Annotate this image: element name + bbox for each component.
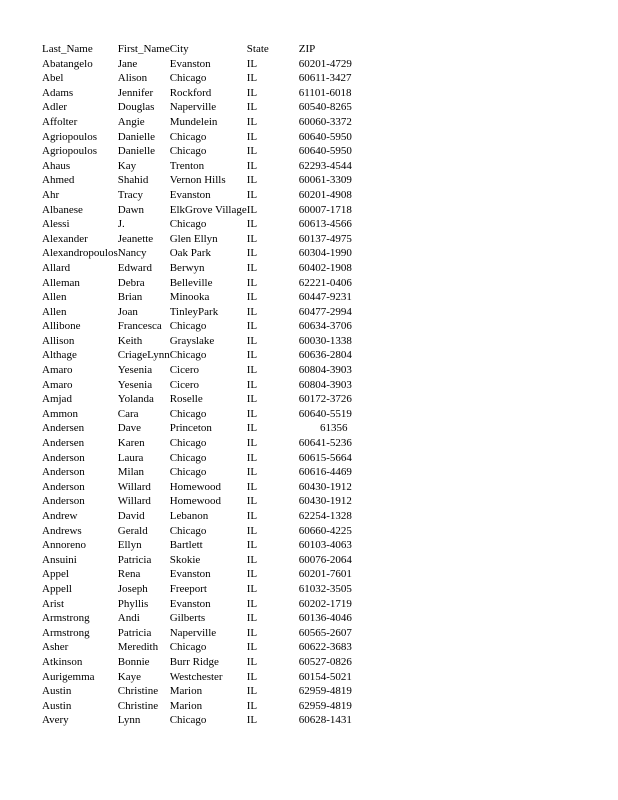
city-cell: Homewood	[169, 480, 222, 493]
last-name-cell: Anderson	[42, 495, 85, 508]
table-row	[42, 684, 369, 699]
first-name-cell: Angie	[117, 115, 145, 128]
table-row	[42, 582, 369, 597]
first-name-cell: Karen	[117, 437, 145, 450]
zip-cell: 60622-3683	[298, 641, 352, 654]
last-name-cell: Anderson	[42, 466, 85, 479]
zip-cell: 60201-4908	[298, 188, 352, 201]
zip-cell: 60616-4469	[298, 466, 352, 479]
state-cell: IL	[246, 685, 258, 698]
zip-cell: 60540-8265	[298, 101, 352, 114]
table-row	[42, 480, 369, 495]
state-cell: IL	[246, 364, 258, 377]
city-cell: Glen Ellyn	[169, 232, 218, 245]
state-cell: IL	[246, 247, 258, 260]
city-cell: Chicago	[169, 407, 207, 420]
last-name-cell: Appel	[42, 568, 69, 581]
header-cell-zip: ZIP	[298, 43, 316, 55]
table-row	[42, 553, 369, 568]
city-cell: Trenton	[169, 159, 205, 172]
last-name-cell: Althage	[42, 349, 77, 362]
state-cell: IL	[246, 72, 258, 85]
table-row	[42, 261, 369, 276]
state-cell: IL	[246, 539, 258, 552]
city-cell: Cicero	[169, 378, 200, 391]
zip-cell: 60076-2064	[298, 553, 352, 566]
zip-cell: 62254-1328	[298, 510, 352, 522]
city-cell: Evanston	[169, 597, 211, 610]
state-cell: IL	[246, 422, 258, 435]
last-name-cell: Atkinson	[42, 655, 83, 668]
state-cell: IL	[246, 305, 258, 318]
city-cell: Chicago	[169, 130, 207, 143]
zip-cell: 60201-4729	[298, 57, 352, 70]
zip-cell: 60640-5950	[298, 145, 352, 158]
zip-cell: 62293-4544	[298, 159, 352, 172]
contact-table	[42, 42, 369, 728]
state-cell: IL	[246, 510, 258, 522]
last-name-cell: Armstrong	[42, 612, 90, 625]
zip-cell: 60154-5021	[298, 670, 352, 683]
table-row	[42, 246, 369, 261]
last-name-cell: Allibone	[42, 320, 81, 333]
zip-cell: 60615-5664	[298, 451, 352, 464]
city-cell: TinleyPark	[169, 305, 219, 318]
state-cell: IL	[246, 699, 258, 712]
first-name-cell: Alison	[117, 72, 148, 85]
city-cell: Chicago	[169, 641, 207, 654]
state-cell: IL	[246, 101, 258, 114]
zip-cell: 60804-3903	[298, 364, 352, 377]
state-cell: IL	[246, 641, 258, 654]
state-cell: IL	[246, 320, 258, 333]
city-cell: Freeport	[169, 582, 207, 595]
last-name-cell: Affolter	[42, 115, 78, 128]
last-name-cell: Allison	[42, 334, 75, 347]
last-name-cell: Adams	[42, 86, 74, 99]
table-row	[42, 509, 369, 524]
table-row	[42, 348, 369, 363]
last-name-cell: Andersen	[42, 422, 85, 435]
table-row	[42, 451, 369, 466]
last-name-cell: Appell	[42, 582, 72, 595]
city-cell: Minooka	[169, 291, 210, 304]
last-name-cell: Agriopoulos	[42, 145, 97, 158]
header-cell-city: City	[169, 43, 189, 55]
last-name-cell: Ahr	[42, 188, 60, 201]
city-cell: Chicago	[169, 466, 207, 479]
zip-cell: 60007-1718	[298, 203, 352, 216]
last-name-cell: Allard	[42, 261, 71, 274]
zip-cell: 60304-1990	[298, 247, 352, 260]
state-cell: IL	[246, 393, 258, 406]
table-row	[42, 159, 369, 174]
first-name-cell: Gerald	[117, 524, 148, 537]
state-cell: IL	[246, 203, 258, 216]
state-cell: IL	[246, 276, 258, 289]
table-row	[42, 71, 369, 86]
table-row	[42, 130, 369, 145]
header-cell-last-name: Last_Name	[42, 43, 93, 55]
state-cell: IL	[246, 582, 258, 595]
table-row	[42, 655, 369, 670]
table-row	[42, 188, 369, 203]
table-body	[42, 57, 369, 728]
first-name-cell: Shahid	[117, 174, 149, 187]
zip-cell: 60172-3726	[298, 393, 352, 406]
table-row	[42, 640, 369, 655]
zip-cell: 60641-5236	[298, 437, 352, 450]
zip-cell: 62221-0406	[298, 276, 352, 289]
state-cell: IL	[246, 232, 258, 245]
city-cell: Vernon Hills	[169, 174, 226, 187]
first-name-cell: Edward	[117, 261, 152, 274]
last-name-cell: Allen	[42, 305, 67, 318]
last-name-cell: Armstrong	[42, 626, 90, 639]
city-cell: Princeton	[169, 422, 212, 435]
first-name-cell: Cara	[117, 407, 139, 420]
last-name-cell: Ahmed	[42, 174, 75, 187]
first-name-cell: Patricia	[117, 626, 152, 639]
city-cell: Grayslake	[169, 334, 215, 347]
zip-cell: 60634-3706	[298, 320, 352, 333]
zip-cell: 60613-4566	[298, 218, 352, 231]
state-cell: IL	[246, 218, 258, 231]
state-cell: IL	[246, 174, 258, 187]
table-row	[42, 626, 369, 641]
first-name-cell: Kay	[117, 159, 137, 172]
state-cell: IL	[246, 451, 258, 464]
state-cell: IL	[246, 115, 258, 128]
city-cell: Evanston	[169, 188, 211, 201]
city-cell: Gilberts	[169, 612, 206, 625]
state-cell: IL	[246, 261, 258, 274]
table-row	[42, 115, 369, 130]
first-name-cell: Debra	[117, 276, 145, 289]
first-name-cell: Joseph	[117, 582, 148, 595]
state-cell: IL	[246, 407, 258, 420]
first-name-cell: Francesca	[117, 320, 162, 333]
table-row	[42, 232, 369, 247]
city-cell: Chicago	[169, 349, 207, 362]
last-name-cell: Annoreno	[42, 539, 86, 552]
zip-cell: 60137-4975	[298, 232, 352, 245]
first-name-cell: Kaye	[117, 670, 141, 683]
city-cell: Chicago	[169, 437, 207, 450]
first-name-cell: Jane	[117, 57, 138, 70]
table-row	[42, 144, 369, 159]
table-row	[42, 100, 369, 115]
first-name-cell: Jennifer	[117, 86, 154, 99]
zip-cell: 60201-7601	[298, 568, 352, 581]
state-cell: IL	[246, 670, 258, 683]
first-name-cell: Willard	[117, 480, 151, 493]
city-cell: Evanston	[169, 568, 211, 581]
last-name-cell: Abatangelo	[42, 57, 93, 70]
last-name-cell: Amjad	[42, 393, 72, 406]
first-name-cell: Phyllis	[117, 597, 149, 610]
last-name-cell: Alessi	[42, 218, 70, 231]
city-cell: Chicago	[169, 451, 207, 464]
last-name-cell: Adler	[42, 101, 68, 114]
last-name-cell: Amaro	[42, 364, 73, 377]
first-name-cell: Yolanda	[117, 393, 154, 406]
city-cell: ElkGrove Village	[169, 203, 247, 216]
first-name-cell: Patricia	[117, 553, 152, 566]
table-row	[42, 538, 369, 553]
last-name-cell: Alleman	[42, 276, 80, 289]
first-name-cell: Laura	[117, 451, 144, 464]
first-name-cell: Rena	[117, 568, 141, 581]
first-name-cell: Brian	[117, 291, 143, 304]
city-cell: Westchester	[169, 670, 223, 683]
zip-cell: 60030-1338	[298, 334, 352, 347]
zip-cell: 60477-2994	[298, 305, 352, 318]
zip-cell: 60402-1908	[298, 261, 352, 274]
table-row	[42, 699, 369, 714]
state-cell: IL	[246, 159, 258, 172]
state-cell: IL	[246, 334, 258, 347]
table-row	[42, 57, 369, 72]
state-cell: IL	[246, 188, 258, 201]
last-name-cell: Andrews	[42, 524, 82, 537]
last-name-cell: Amaro	[42, 378, 73, 391]
first-name-cell: Danielle	[117, 130, 156, 143]
state-cell: IL	[246, 553, 258, 566]
state-cell: IL	[246, 145, 258, 158]
first-name-cell: Dawn	[117, 203, 145, 216]
city-cell: Oak Park	[169, 247, 211, 260]
table-row	[42, 173, 369, 188]
zip-cell: 60430-1912	[298, 495, 352, 508]
city-cell: Bartlett	[169, 539, 203, 552]
state-cell: IL	[246, 568, 258, 581]
zip-cell: 61356	[320, 422, 348, 435]
zip-cell: 60611-3427	[298, 72, 352, 85]
state-cell: IL	[246, 349, 258, 362]
last-name-cell: Albanese	[42, 203, 83, 216]
city-cell: Chicago	[169, 524, 207, 537]
city-cell: Chicago	[169, 145, 207, 158]
first-name-cell: J.	[117, 218, 125, 231]
zip-cell: 60565-2607	[298, 626, 352, 639]
zip-cell: 60628-1431	[298, 714, 352, 727]
table-row	[42, 392, 369, 407]
state-cell: IL	[246, 466, 258, 479]
header-cell-first-name: First_Name	[117, 43, 170, 55]
first-name-cell: Willard	[117, 495, 151, 508]
table-row	[42, 276, 369, 291]
first-name-cell: Keith	[117, 334, 143, 347]
city-cell: Evanston	[169, 57, 211, 70]
state-cell: IL	[246, 291, 258, 304]
zip-cell: 62959-4819	[298, 685, 352, 698]
first-name-cell: Milan	[117, 466, 145, 479]
table-row	[42, 713, 369, 728]
last-name-cell: Ahaus	[42, 159, 71, 172]
zip-cell: 60447-9231	[298, 291, 352, 304]
city-cell: Marion	[169, 699, 203, 712]
state-cell: IL	[246, 626, 258, 639]
zip-cell: 62959-4819	[298, 699, 352, 712]
state-cell: IL	[246, 437, 258, 450]
last-name-cell: Ammon	[42, 407, 79, 420]
last-name-cell: Anderson	[42, 451, 85, 464]
zip-cell: 60202-1719	[298, 597, 352, 610]
city-cell: Burr Ridge	[169, 655, 219, 668]
zip-cell: 61032-3505	[298, 582, 352, 595]
last-name-cell: Andrew	[42, 510, 78, 522]
city-cell: Skokie	[169, 553, 201, 566]
city-cell: Homewood	[169, 495, 222, 508]
zip-cell: 60103-4063	[298, 539, 352, 552]
table-row	[42, 567, 369, 582]
city-cell: Naperville	[169, 626, 217, 639]
first-name-cell: Bonnie	[117, 655, 150, 668]
last-name-cell: Arist	[42, 597, 64, 610]
table-row	[42, 203, 369, 218]
zip-cell: 60660-4225	[298, 524, 352, 537]
zip-cell: 60640-5519	[298, 407, 352, 420]
state-cell: IL	[246, 597, 258, 610]
table-row	[42, 670, 369, 685]
state-cell: IL	[246, 714, 258, 727]
city-cell: Berwyn	[169, 261, 205, 274]
table-row	[42, 378, 369, 393]
first-name-cell: Christine	[117, 685, 159, 698]
state-cell: IL	[246, 130, 258, 143]
first-name-cell: Yesenia	[117, 364, 153, 377]
city-cell: Naperville	[169, 101, 217, 114]
zip-cell: 60430-1912	[298, 480, 352, 493]
first-name-cell: David	[117, 510, 145, 522]
zip-cell: 60527-0826	[298, 655, 352, 668]
zip-cell: 60804-3903	[298, 378, 352, 391]
first-name-cell: Douglas	[117, 101, 155, 114]
city-cell: Chicago	[169, 714, 207, 727]
table-row	[42, 465, 369, 480]
table-row	[42, 611, 369, 626]
city-cell: Lebanon	[169, 510, 209, 522]
first-name-cell: Nancy	[117, 247, 147, 260]
header-row	[42, 42, 369, 57]
table-row	[42, 524, 369, 539]
last-name-cell: Ansuini	[42, 553, 77, 566]
last-name-cell: Austin	[42, 699, 72, 712]
first-name-cell: Meredith	[117, 641, 159, 654]
first-name-cell: Christine	[117, 699, 159, 712]
last-name-cell: Austin	[42, 685, 72, 698]
last-name-cell: Alexander	[42, 232, 88, 245]
table-row	[42, 421, 369, 436]
state-cell: IL	[246, 655, 258, 668]
city-cell: Rockford	[169, 86, 212, 99]
city-cell: Marion	[169, 685, 203, 698]
last-name-cell: Alexandropoulos	[42, 247, 118, 260]
last-name-cell: Asher	[42, 641, 69, 654]
first-name-cell: Ellyn	[117, 539, 142, 552]
city-cell: Chicago	[169, 218, 207, 231]
header-cell-state: State	[246, 43, 269, 55]
first-name-cell: Dave	[117, 422, 141, 435]
table-row	[42, 597, 369, 612]
table-row	[42, 86, 369, 101]
city-cell: Cicero	[169, 364, 200, 377]
state-cell: IL	[246, 480, 258, 493]
zip-cell: 60136-4046	[298, 612, 352, 625]
city-cell: Chicago	[169, 320, 207, 333]
last-name-cell: Abel	[42, 72, 64, 85]
first-name-cell: Danielle	[117, 145, 156, 158]
first-name-cell: Joan	[117, 305, 138, 318]
first-name-cell: Andi	[117, 612, 140, 625]
table-row	[42, 334, 369, 349]
last-name-cell: Allen	[42, 291, 67, 304]
state-cell: IL	[246, 86, 258, 99]
zip-cell: 60061-3309	[298, 174, 352, 187]
city-cell: Roselle	[169, 393, 203, 406]
state-cell: IL	[246, 612, 258, 625]
state-cell: IL	[246, 57, 258, 70]
last-name-cell: Avery	[42, 714, 69, 727]
state-cell: IL	[246, 378, 258, 391]
table-row	[42, 290, 369, 305]
zip-cell: 61101-6018	[298, 86, 352, 99]
table-row	[42, 407, 369, 422]
table-row	[42, 494, 369, 509]
table-row	[42, 363, 369, 378]
zip-cell: 60640-5950	[298, 130, 352, 143]
city-cell: Belleville	[169, 276, 213, 289]
city-cell: Mundelein	[169, 115, 218, 128]
first-name-cell: Lynn	[117, 714, 141, 727]
first-name-cell: Jeanette	[117, 232, 154, 245]
table-row	[42, 217, 369, 232]
first-name-cell: CriageLynn	[117, 349, 170, 362]
state-cell: IL	[246, 495, 258, 508]
last-name-cell: Andersen	[42, 437, 85, 450]
first-name-cell: Tracy	[117, 188, 144, 201]
last-name-cell: Anderson	[42, 480, 85, 493]
last-name-cell: Agriopoulos	[42, 130, 97, 143]
first-name-cell: Yesenia	[117, 378, 153, 391]
state-cell: IL	[246, 524, 258, 537]
zip-cell: 60060-3372	[298, 115, 352, 128]
last-name-cell: Aurigemma	[42, 670, 95, 683]
table-row	[42, 436, 369, 451]
zip-cell: 60636-2804	[298, 349, 352, 362]
table-row	[42, 305, 369, 320]
city-cell: Chicago	[169, 72, 207, 85]
table-row	[42, 319, 369, 334]
